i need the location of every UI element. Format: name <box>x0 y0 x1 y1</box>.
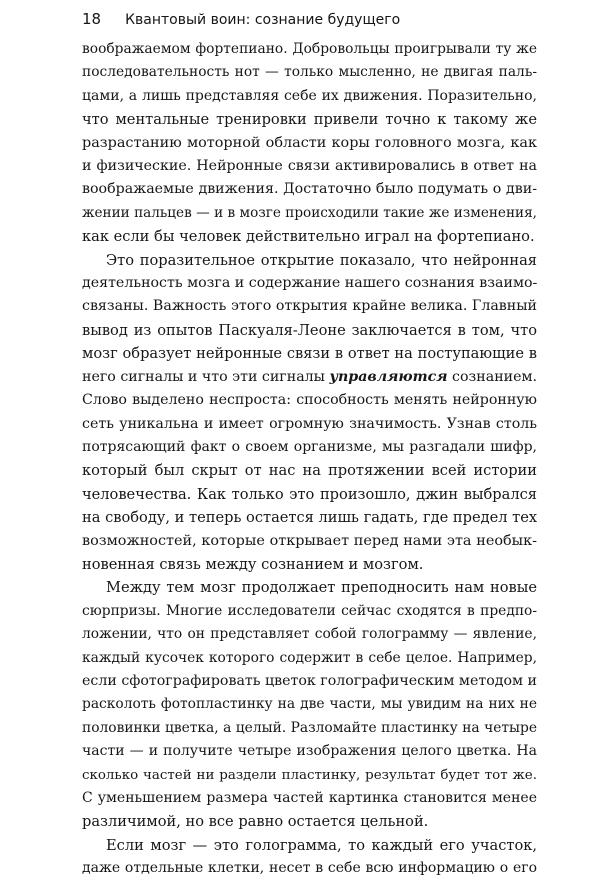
text-line: потрясающий факт о своем организме, мы разгадали шифр, <box>82 438 537 455</box>
text-line: каждый кусочек которого содержит в себе целое. Например, <box>82 649 537 666</box>
text-line: Это поразительное открытие показало, что нейронная <box>106 251 537 269</box>
text-line: что ментальные тренировки привели точно к такому же <box>82 111 537 129</box>
text-line: возможностей, которые открывает перед нами эта необык- <box>82 532 537 549</box>
text-line: цами, а лишь представляя себе их движения. Поразительно, <box>82 87 537 104</box>
text-line: половинки цветка, а целый. Разломайте пластинку на четыре <box>82 719 537 736</box>
text-line: Если мозг — это голограмма, то каждый его участок, <box>106 836 537 854</box>
paragraph-2 <box>82 249 537 577</box>
text-line: как если бы человек действительно играл на фортепиано. <box>82 228 535 246</box>
text-line: части — и получите четыре изображения целого цветка. На <box>82 743 537 760</box>
text-line: последовательность нот — только мысленно, не двигая паль- <box>82 64 537 81</box>
text-line: сюрпризы. Многие исследователи сейчас сходятся в предпо- <box>82 602 537 619</box>
text-line: связаны. Важность этого открытия крайне велика. Главный <box>82 298 537 315</box>
text-line: даже отдельные клетки, несет в себе всю информацию о его <box>82 860 537 877</box>
text-fragment: сознанием. <box>447 368 538 385</box>
text-line: который был скрыт от нас на протяжении всей истории <box>82 462 537 480</box>
text-line: новенная связь между сознанием и мозгом. <box>82 555 424 573</box>
text-line: воображаемом фортепиано. Добровольцы проигрывали ту же <box>82 41 537 57</box>
text-line: воображаемые движения. Достаточно было подумать о дви- <box>82 181 537 198</box>
text-line: человечества. Как только это произошло, джин выбрался <box>82 485 537 503</box>
text-line: Между тем мозг продолжает преподносить нам новые <box>106 579 537 597</box>
body-text <box>82 38 537 881</box>
text-line: мозг образует нейронные связи в ответ на поступающие в <box>82 345 537 363</box>
paragraph-3 <box>82 576 537 833</box>
text-line: и физические. Нейронные связи активировались в ответ на <box>82 158 537 175</box>
text-line: ложении, что он представляет собой голограмму — явление, <box>82 626 537 643</box>
text-line: жении пальцев — и в мозге происходили такие же изменения, <box>82 204 537 221</box>
running-title: Квантовый воин: сознание будущего <box>125 12 401 28</box>
paragraph-1 <box>82 38 537 249</box>
text-line: различимой, но все равно остается цельной. <box>82 813 429 831</box>
paragraph-4 <box>82 834 537 881</box>
text-line: С уменьшением размера частей картинка становится менее <box>82 790 537 806</box>
text-line: если сфотографировать цветок голографическим методом и <box>82 672 538 689</box>
text-line: деятельность мозга и содержание нашего сознания взаимо- <box>82 275 538 292</box>
running-header <box>82 6 542 32</box>
page-number: 18 <box>82 10 102 28</box>
text-fragment: него сигналы и что эти сигналы <box>82 368 330 385</box>
text-line: вывод из опытов Паскуаля-Леоне заключается в том, что <box>82 321 537 339</box>
text-line: сколько частей ни раздели пластинку, результат будет тот же. <box>82 767 537 783</box>
text-line: Слово выделено неспроста: способность менять нейронную <box>82 392 537 409</box>
text-line: на свободу, и теперь остается лишь гадать, где предел тех <box>82 509 538 527</box>
text-line: сеть уникальна и имеет огромную значимость. Узнав столь <box>82 415 537 432</box>
emphasized-word: управляются <box>329 368 448 385</box>
text-line: расколоть фотопластинку на две части, мы увидим на них не <box>82 696 537 713</box>
text-line: разрастанию моторной области коры головного мозга, как <box>82 134 537 151</box>
text-line <box>82 366 537 389</box>
